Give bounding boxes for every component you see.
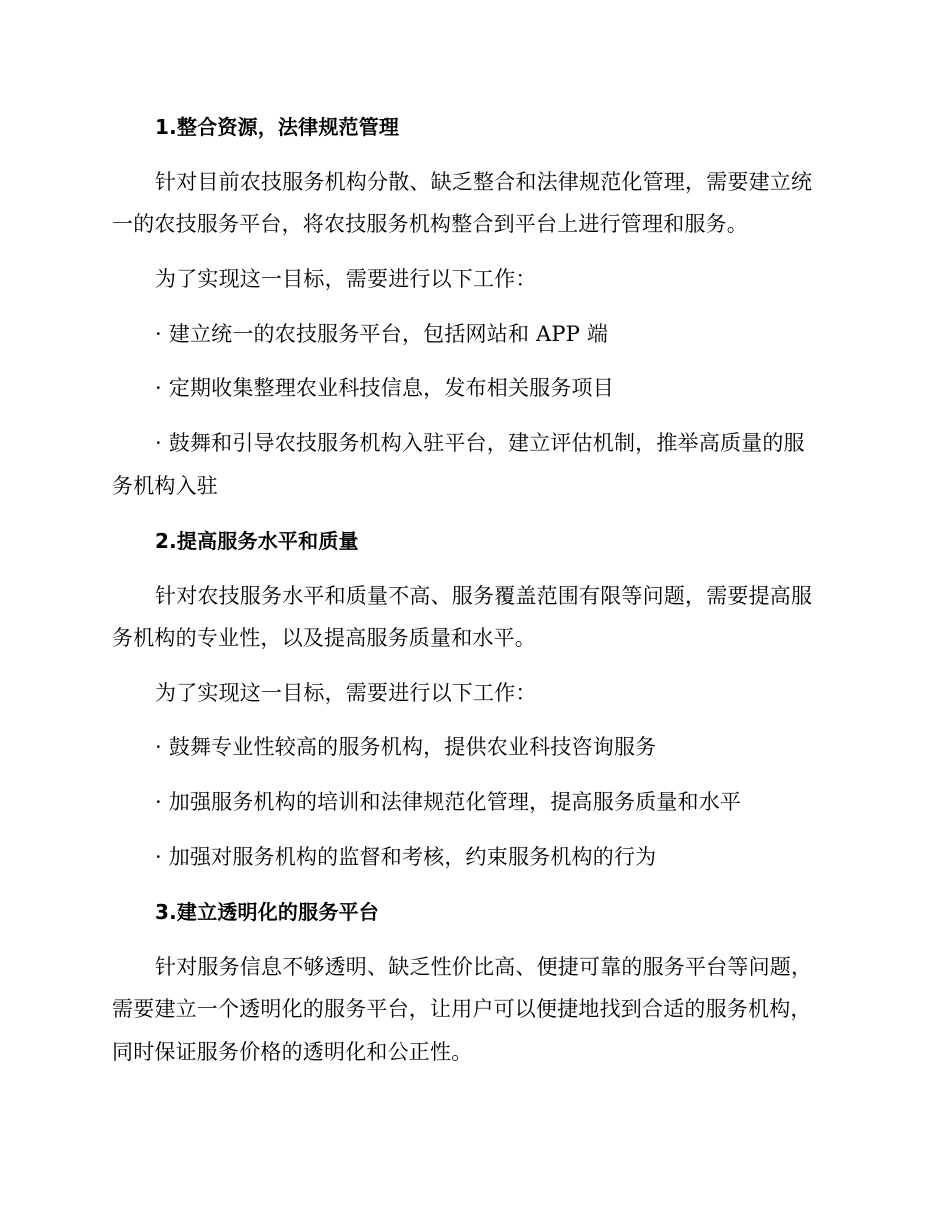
paragraph-lead: 为了实现这一目标，需要进行以下工作：	[155, 681, 537, 705]
paragraph-lead: 为了实现这一目标，需要进行以下工作：	[155, 267, 537, 291]
paragraph-line: 针对农技服务水平和质量不高、服务覆盖范围有限等问题，需要提高服	[155, 584, 813, 608]
bullet-item: · 加强对服务机构的监督和考核，约束服务机构的行为	[155, 845, 657, 869]
paragraph-line: 同时保证服务价格的透明化和公正性。	[112, 1040, 473, 1064]
section-heading: 1.整合资源，法律规范管理	[155, 115, 400, 139]
section-heading: 2.提高服务水平和质量	[155, 529, 359, 553]
bullet-item: · 鼓舞专业性较高的服务机构，提供农业科技咨询服务	[155, 735, 657, 759]
bullet-item: · 加强服务机构的培训和法律规范化管理，提高服务质量和水平	[155, 790, 742, 814]
paragraph-line: 一的农技服务平台，将农技服务机构整合到平台上进行管理和服务。	[112, 212, 748, 236]
paragraph-line: 针对服务信息不够透明、缺乏性价比高、便捷可靠的服务平台等问题，	[155, 955, 813, 979]
bullet-item: · 建立统一的农技服务平台，包括网站和 APP 端	[155, 322, 609, 346]
bullet-item: · 定期收集整理农业科技信息，发布相关服务项目	[155, 376, 614, 400]
bullet-item-continuation: 务机构入驻	[112, 474, 218, 498]
paragraph-line: 需要建立一个透明化的服务平台，让用户可以便捷地找到合适的服务机构，	[112, 997, 812, 1021]
paragraph-line: 务机构的专业性，以及提高服务质量和水平。	[112, 626, 536, 650]
section-heading: 3.建立透明化的服务平台	[155, 900, 379, 924]
bullet-item: · 鼓舞和引导农技服务机构入驻平台，建立评估机制，推举高质量的服	[155, 431, 805, 455]
paragraph-line: 针对目前农技服务机构分散、缺乏整合和法律规范化管理，需要建立统	[155, 170, 813, 194]
